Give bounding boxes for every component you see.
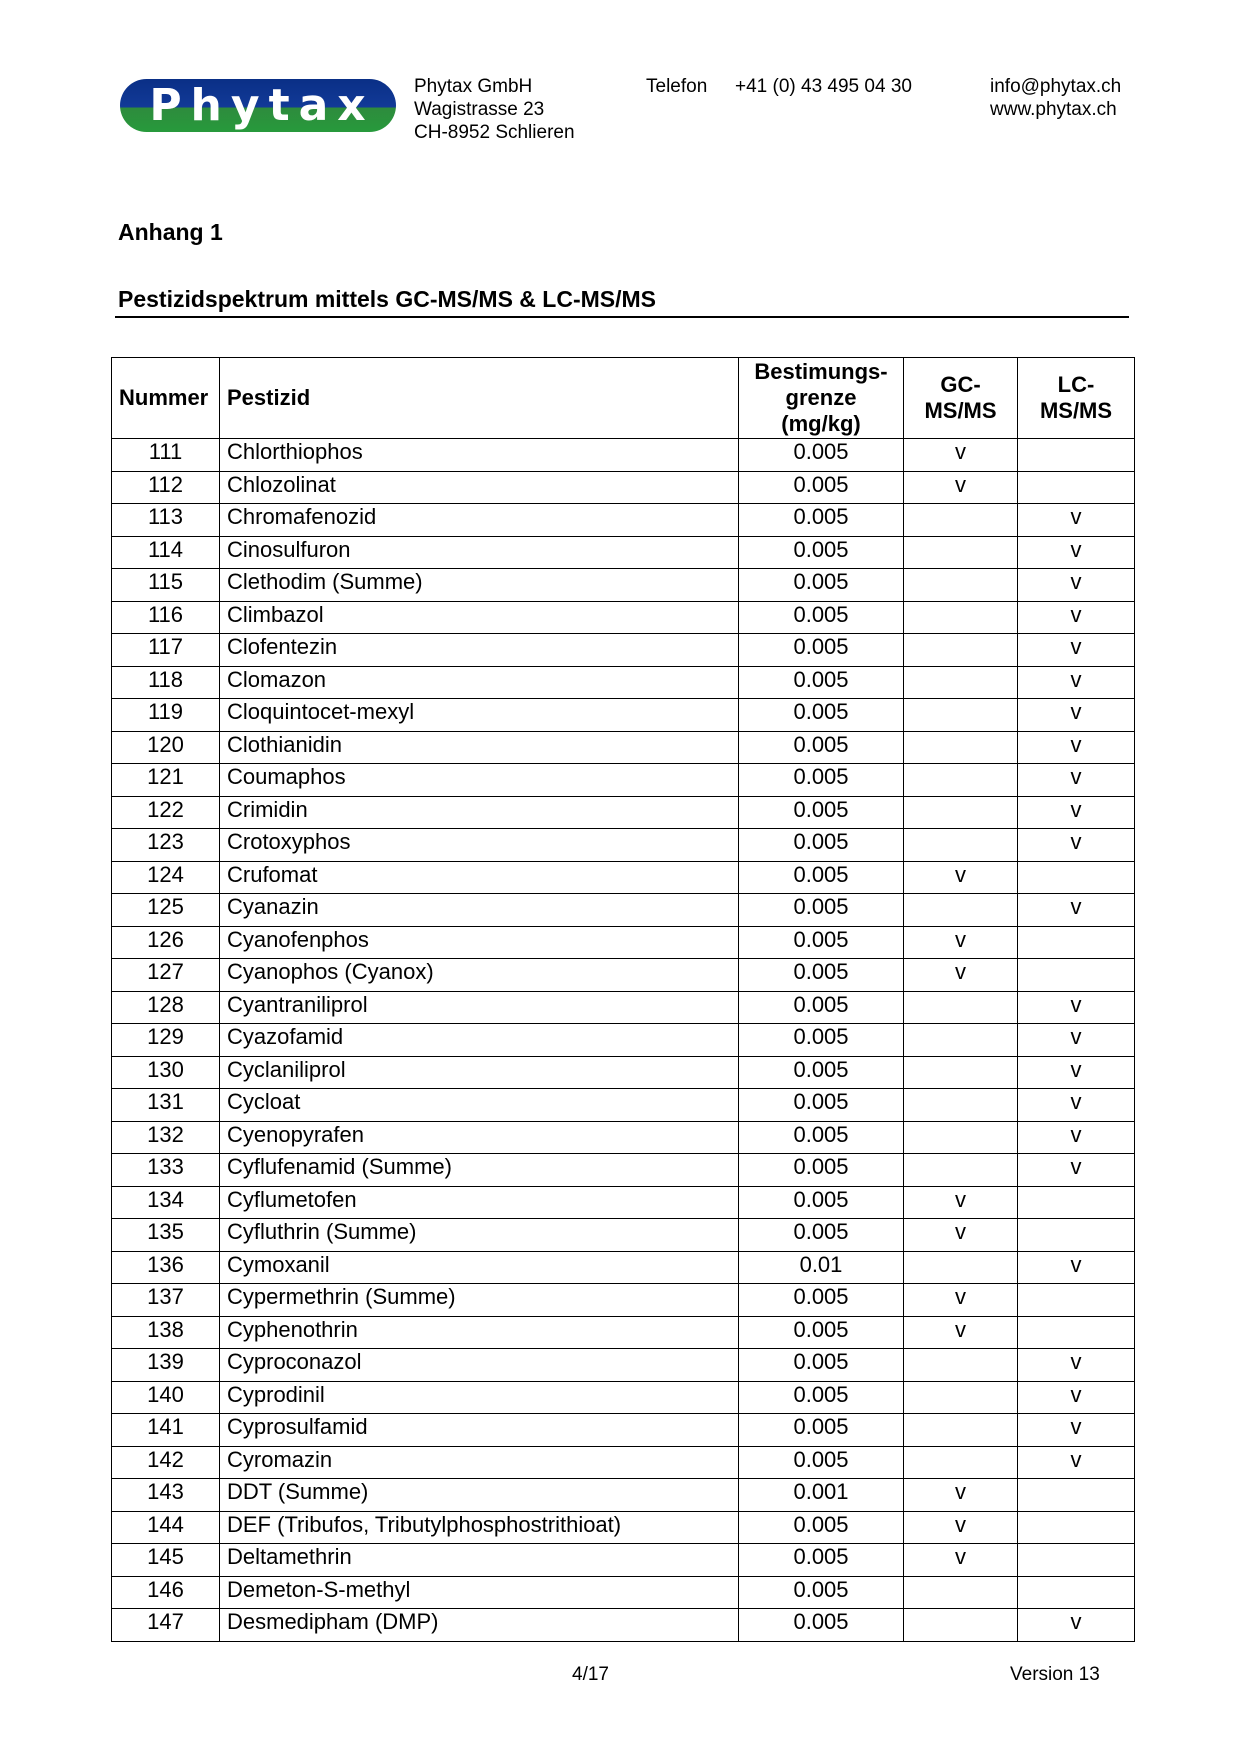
table-row bbox=[112, 796, 1135, 829]
cell-pesticide: Chlozolinat bbox=[220, 471, 739, 504]
table-body bbox=[112, 439, 1135, 1642]
cell-pesticide: Cyanofenphos bbox=[220, 926, 739, 959]
table-row bbox=[112, 439, 1135, 472]
cell-gc-check bbox=[904, 569, 1018, 602]
table-row bbox=[112, 1576, 1135, 1609]
cell-lc-check bbox=[1018, 439, 1135, 472]
cell-gc-check: v bbox=[904, 861, 1018, 894]
cell-number: 111 bbox=[112, 439, 220, 472]
cell-pesticide: Deltamethrin bbox=[220, 1544, 739, 1577]
cell-limit: 0.005 bbox=[739, 1349, 904, 1382]
cell-limit: 0.01 bbox=[739, 1251, 904, 1284]
table-row bbox=[112, 1446, 1135, 1479]
cell-number: 140 bbox=[112, 1381, 220, 1414]
table-row bbox=[112, 1251, 1135, 1284]
header-gc-line2: MS/MS bbox=[924, 398, 997, 423]
table-row bbox=[112, 1316, 1135, 1349]
cell-limit: 0.005 bbox=[739, 1381, 904, 1414]
cell-gc-check bbox=[904, 601, 1018, 634]
cell-gc-check bbox=[904, 536, 1018, 569]
cell-limit: 0.005 bbox=[739, 1121, 904, 1154]
cell-number: 119 bbox=[112, 699, 220, 732]
cell-limit: 0.005 bbox=[739, 1446, 904, 1479]
cell-number: 120 bbox=[112, 731, 220, 764]
cell-lc-check: v bbox=[1018, 894, 1135, 927]
cell-number: 113 bbox=[112, 504, 220, 537]
table-row bbox=[112, 1544, 1135, 1577]
cell-pesticide: Cyflumetofen bbox=[220, 1186, 739, 1219]
cell-pesticide: Cyflufenamid (Summe) bbox=[220, 1154, 739, 1187]
table-row bbox=[112, 634, 1135, 667]
cell-lc-check bbox=[1018, 471, 1135, 504]
company-address bbox=[414, 75, 575, 144]
cell-limit: 0.005 bbox=[739, 1576, 904, 1609]
table-row bbox=[112, 1479, 1135, 1512]
cell-gc-check bbox=[904, 829, 1018, 862]
table-row bbox=[112, 1609, 1135, 1642]
cell-pesticide: Climbazol bbox=[220, 601, 739, 634]
cell-limit: 0.005 bbox=[739, 1414, 904, 1447]
cell-lc-check: v bbox=[1018, 634, 1135, 667]
cell-lc-check: v bbox=[1018, 1056, 1135, 1089]
cell-gc-check bbox=[904, 504, 1018, 537]
cell-lc-check: v bbox=[1018, 1251, 1135, 1284]
cell-number: 134 bbox=[112, 1186, 220, 1219]
header-gc bbox=[904, 358, 1018, 439]
cell-number: 117 bbox=[112, 634, 220, 667]
cell-lc-check: v bbox=[1018, 504, 1135, 537]
cell-limit: 0.005 bbox=[739, 439, 904, 472]
table-row bbox=[112, 764, 1135, 797]
cell-number: 116 bbox=[112, 601, 220, 634]
table-row bbox=[112, 1121, 1135, 1154]
cell-number: 112 bbox=[112, 471, 220, 504]
table-row bbox=[112, 1381, 1135, 1414]
cell-lc-check: v bbox=[1018, 536, 1135, 569]
cell-number: 127 bbox=[112, 959, 220, 992]
cell-number: 124 bbox=[112, 861, 220, 894]
header-lc bbox=[1018, 358, 1135, 439]
company-website: www.phytax.ch bbox=[990, 99, 1117, 120]
cell-pesticide: Crufomat bbox=[220, 861, 739, 894]
cell-gc-check bbox=[904, 634, 1018, 667]
cell-gc-check bbox=[904, 991, 1018, 1024]
header-limit-line2: grenze bbox=[785, 385, 857, 410]
cell-lc-check: v bbox=[1018, 1609, 1135, 1642]
cell-limit: 0.005 bbox=[739, 666, 904, 699]
cell-limit: 0.005 bbox=[739, 634, 904, 667]
cell-pesticide: Cyphenothrin bbox=[220, 1316, 739, 1349]
cell-limit: 0.005 bbox=[739, 796, 904, 829]
header-number: Nummer bbox=[112, 358, 220, 439]
header-pesticide: Pestizid bbox=[220, 358, 739, 439]
cell-pesticide: Cyromazin bbox=[220, 1446, 739, 1479]
cell-limit: 0.005 bbox=[739, 926, 904, 959]
cell-gc-check bbox=[904, 666, 1018, 699]
table-row bbox=[112, 536, 1135, 569]
cell-number: 144 bbox=[112, 1511, 220, 1544]
cell-number: 128 bbox=[112, 991, 220, 1024]
table-row bbox=[112, 1284, 1135, 1317]
cell-lc-check: v bbox=[1018, 764, 1135, 797]
cell-gc-check bbox=[904, 1251, 1018, 1284]
cell-lc-check: v bbox=[1018, 699, 1135, 732]
cell-pesticide: DEF (Tribufos, Tributylphosphostrithioat) bbox=[220, 1511, 739, 1544]
table-row bbox=[112, 1056, 1135, 1089]
table-row bbox=[112, 1349, 1135, 1382]
table-row bbox=[112, 829, 1135, 862]
cell-pesticide: Crimidin bbox=[220, 796, 739, 829]
cell-gc-check bbox=[904, 796, 1018, 829]
table-row bbox=[112, 1414, 1135, 1447]
table-row bbox=[112, 894, 1135, 927]
cell-pesticide: Cyfluthrin (Summe) bbox=[220, 1219, 739, 1252]
cell-pesticide: Cinosulfuron bbox=[220, 536, 739, 569]
cell-limit: 0.005 bbox=[739, 1316, 904, 1349]
cell-pesticide: Cyprosulfamid bbox=[220, 1414, 739, 1447]
cell-number: 138 bbox=[112, 1316, 220, 1349]
cell-pesticide: Demeton-S-methyl bbox=[220, 1576, 739, 1609]
cell-number: 125 bbox=[112, 894, 220, 927]
cell-gc-check: v bbox=[904, 1479, 1018, 1512]
cell-lc-check bbox=[1018, 926, 1135, 959]
table-row bbox=[112, 471, 1135, 504]
cell-number: 142 bbox=[112, 1446, 220, 1479]
cell-number: 131 bbox=[112, 1089, 220, 1122]
cell-gc-check bbox=[904, 1414, 1018, 1447]
cell-number: 141 bbox=[112, 1414, 220, 1447]
company-name: Phytax GmbH bbox=[414, 76, 533, 97]
cell-gc-check: v bbox=[904, 1511, 1018, 1544]
cell-gc-check: v bbox=[904, 1544, 1018, 1577]
cell-limit: 0.005 bbox=[739, 894, 904, 927]
cell-pesticide: Clethodim (Summe) bbox=[220, 569, 739, 602]
cell-limit: 0.005 bbox=[739, 601, 904, 634]
cell-limit: 0.005 bbox=[739, 959, 904, 992]
table-row bbox=[112, 1024, 1135, 1057]
cell-lc-check: v bbox=[1018, 796, 1135, 829]
cell-gc-check bbox=[904, 764, 1018, 797]
cell-limit: 0.005 bbox=[739, 731, 904, 764]
cell-pesticide: Clomazon bbox=[220, 666, 739, 699]
cell-lc-check bbox=[1018, 1576, 1135, 1609]
cell-pesticide: Crotoxyphos bbox=[220, 829, 739, 862]
cell-pesticide: Cyanophos (Cyanox) bbox=[220, 959, 739, 992]
table-row bbox=[112, 1154, 1135, 1187]
cell-number: 133 bbox=[112, 1154, 220, 1187]
cell-number: 147 bbox=[112, 1609, 220, 1642]
cell-number: 122 bbox=[112, 796, 220, 829]
cell-limit: 0.005 bbox=[739, 1024, 904, 1057]
phone-number: +41 (0) 43 495 04 30 bbox=[735, 76, 912, 97]
cell-lc-check: v bbox=[1018, 1121, 1135, 1154]
table-row bbox=[112, 1511, 1135, 1544]
cell-number: 143 bbox=[112, 1479, 220, 1512]
company-contact bbox=[990, 75, 1121, 121]
cell-pesticide: Cymoxanil bbox=[220, 1251, 739, 1284]
header-limit-line1: Bestimungs- bbox=[754, 359, 888, 384]
table-row bbox=[112, 1219, 1135, 1252]
cell-lc-check: v bbox=[1018, 1381, 1135, 1414]
pesticide-table bbox=[111, 357, 1135, 1642]
logo-text: Phytax bbox=[149, 80, 375, 131]
cell-lc-check bbox=[1018, 1316, 1135, 1349]
cell-lc-check: v bbox=[1018, 1089, 1135, 1122]
cell-lc-check: v bbox=[1018, 731, 1135, 764]
cell-number: 123 bbox=[112, 829, 220, 862]
cell-lc-check: v bbox=[1018, 569, 1135, 602]
cell-pesticide: Cyanazin bbox=[220, 894, 739, 927]
cell-gc-check bbox=[904, 894, 1018, 927]
cell-pesticide: Cypermethrin (Summe) bbox=[220, 1284, 739, 1317]
cell-number: 121 bbox=[112, 764, 220, 797]
cell-gc-check: v bbox=[904, 1186, 1018, 1219]
cell-lc-check bbox=[1018, 1219, 1135, 1252]
cell-pesticide: Cycloat bbox=[220, 1089, 739, 1122]
cell-gc-check: v bbox=[904, 439, 1018, 472]
cell-limit: 0.005 bbox=[739, 1186, 904, 1219]
cell-gc-check bbox=[904, 1121, 1018, 1154]
cell-gc-check bbox=[904, 1056, 1018, 1089]
cell-limit: 0.005 bbox=[739, 471, 904, 504]
table-row bbox=[112, 1186, 1135, 1219]
header-gc-line1: GC- bbox=[940, 372, 981, 397]
cell-lc-check: v bbox=[1018, 1414, 1135, 1447]
cell-pesticide: DDT (Summe) bbox=[220, 1479, 739, 1512]
cell-pesticide: Cyantraniliprol bbox=[220, 991, 739, 1024]
cell-number: 136 bbox=[112, 1251, 220, 1284]
table-row bbox=[112, 1089, 1135, 1122]
cell-pesticide: Clofentezin bbox=[220, 634, 739, 667]
cell-number: 145 bbox=[112, 1544, 220, 1577]
cell-limit: 0.005 bbox=[739, 699, 904, 732]
cell-number: 126 bbox=[112, 926, 220, 959]
annex-title: Anhang 1 bbox=[118, 219, 223, 245]
cell-number: 115 bbox=[112, 569, 220, 602]
cell-pesticide: Chromafenozid bbox=[220, 504, 739, 537]
cell-limit: 0.005 bbox=[739, 1154, 904, 1187]
header-limit bbox=[739, 358, 904, 439]
cell-gc-check bbox=[904, 1154, 1018, 1187]
cell-limit: 0.005 bbox=[739, 536, 904, 569]
table-row bbox=[112, 959, 1135, 992]
header-limit-line3: (mg/kg) bbox=[781, 411, 861, 436]
cell-lc-check bbox=[1018, 959, 1135, 992]
cell-gc-check bbox=[904, 1089, 1018, 1122]
phone-label: Telefon bbox=[646, 76, 708, 97]
cell-limit: 0.005 bbox=[739, 504, 904, 537]
table-row bbox=[112, 504, 1135, 537]
table-header-row bbox=[112, 358, 1135, 439]
cell-lc-check bbox=[1018, 861, 1135, 894]
cell-pesticide: Cloquintocet-mexyl bbox=[220, 699, 739, 732]
cell-lc-check: v bbox=[1018, 601, 1135, 634]
cell-lc-check bbox=[1018, 1284, 1135, 1317]
table-row bbox=[112, 926, 1135, 959]
cell-number: 146 bbox=[112, 1576, 220, 1609]
cell-gc-check bbox=[904, 1381, 1018, 1414]
cell-lc-check bbox=[1018, 1479, 1135, 1512]
cell-number: 114 bbox=[112, 536, 220, 569]
table-row bbox=[112, 699, 1135, 732]
cell-limit: 0.005 bbox=[739, 1089, 904, 1122]
cell-lc-check: v bbox=[1018, 666, 1135, 699]
cell-gc-check: v bbox=[904, 1316, 1018, 1349]
cell-limit: 0.005 bbox=[739, 1544, 904, 1577]
header-lc-line2: MS/MS bbox=[1039, 398, 1113, 423]
cell-gc-check bbox=[904, 1349, 1018, 1382]
table-row bbox=[112, 861, 1135, 894]
cell-gc-check: v bbox=[904, 471, 1018, 504]
cell-pesticide: Cyazofamid bbox=[220, 1024, 739, 1057]
cell-number: 132 bbox=[112, 1121, 220, 1154]
cell-number: 137 bbox=[112, 1284, 220, 1317]
cell-lc-check bbox=[1018, 1544, 1135, 1577]
cell-limit: 0.005 bbox=[739, 991, 904, 1024]
cell-pesticide: Clothianidin bbox=[220, 731, 739, 764]
cell-lc-check: v bbox=[1018, 1154, 1135, 1187]
cell-limit: 0.005 bbox=[739, 861, 904, 894]
cell-limit: 0.005 bbox=[739, 1511, 904, 1544]
table-row bbox=[112, 601, 1135, 634]
cell-limit: 0.005 bbox=[739, 1284, 904, 1317]
company-email: info@phytax.ch bbox=[990, 76, 1122, 97]
cell-lc-check: v bbox=[1018, 1446, 1135, 1479]
cell-lc-check: v bbox=[1018, 991, 1135, 1024]
cell-limit: 0.005 bbox=[739, 1056, 904, 1089]
cell-gc-check bbox=[904, 1024, 1018, 1057]
cell-pesticide: Chlorthiophos bbox=[220, 439, 739, 472]
cell-lc-check: v bbox=[1018, 1024, 1135, 1057]
cell-limit: 0.005 bbox=[739, 1609, 904, 1642]
cell-limit: 0.005 bbox=[739, 764, 904, 797]
cell-number: 135 bbox=[112, 1219, 220, 1252]
cell-pesticide: Cyclaniliprol bbox=[220, 1056, 739, 1089]
cell-number: 139 bbox=[112, 1349, 220, 1382]
page-number: 4/17 bbox=[572, 1664, 609, 1685]
cell-lc-check: v bbox=[1018, 829, 1135, 862]
table-row bbox=[112, 666, 1135, 699]
cell-limit: 0.001 bbox=[739, 1479, 904, 1512]
cell-gc-check: v bbox=[904, 1219, 1018, 1252]
cell-lc-check bbox=[1018, 1511, 1135, 1544]
cell-gc-check bbox=[904, 1576, 1018, 1609]
cell-number: 118 bbox=[112, 666, 220, 699]
cell-gc-check bbox=[904, 1609, 1018, 1642]
version-label: Version 13 bbox=[1010, 1664, 1100, 1685]
cell-pesticide: Cyprodinil bbox=[220, 1381, 739, 1414]
cell-gc-check bbox=[904, 1446, 1018, 1479]
phytax-logo bbox=[120, 79, 396, 132]
cell-gc-check: v bbox=[904, 1284, 1018, 1317]
cell-lc-check bbox=[1018, 1186, 1135, 1219]
company-street: Wagistrasse 23 bbox=[414, 99, 545, 120]
cell-pesticide: Desmedipham (DMP) bbox=[220, 1609, 739, 1642]
table-row bbox=[112, 731, 1135, 764]
cell-gc-check bbox=[904, 731, 1018, 764]
cell-pesticide: Cyenopyrafen bbox=[220, 1121, 739, 1154]
cell-lc-check: v bbox=[1018, 1349, 1135, 1382]
company-city: CH-8952 Schlieren bbox=[414, 122, 575, 143]
cell-limit: 0.005 bbox=[739, 1219, 904, 1252]
cell-gc-check: v bbox=[904, 926, 1018, 959]
table-row bbox=[112, 569, 1135, 602]
table-row bbox=[112, 991, 1135, 1024]
title-underline bbox=[115, 316, 1129, 318]
section-title: Pestizidspektrum mittels GC-MS/MS & LC-MS/MS bbox=[118, 286, 657, 312]
cell-gc-check: v bbox=[904, 959, 1018, 992]
cell-gc-check bbox=[904, 699, 1018, 732]
cell-limit: 0.005 bbox=[739, 569, 904, 602]
header-lc-line1: LC- bbox=[1057, 372, 1095, 397]
cell-limit: 0.005 bbox=[739, 829, 904, 862]
cell-pesticide: Coumaphos bbox=[220, 764, 739, 797]
cell-number: 129 bbox=[112, 1024, 220, 1057]
cell-pesticide: Cyproconazol bbox=[220, 1349, 739, 1382]
cell-number: 130 bbox=[112, 1056, 220, 1089]
